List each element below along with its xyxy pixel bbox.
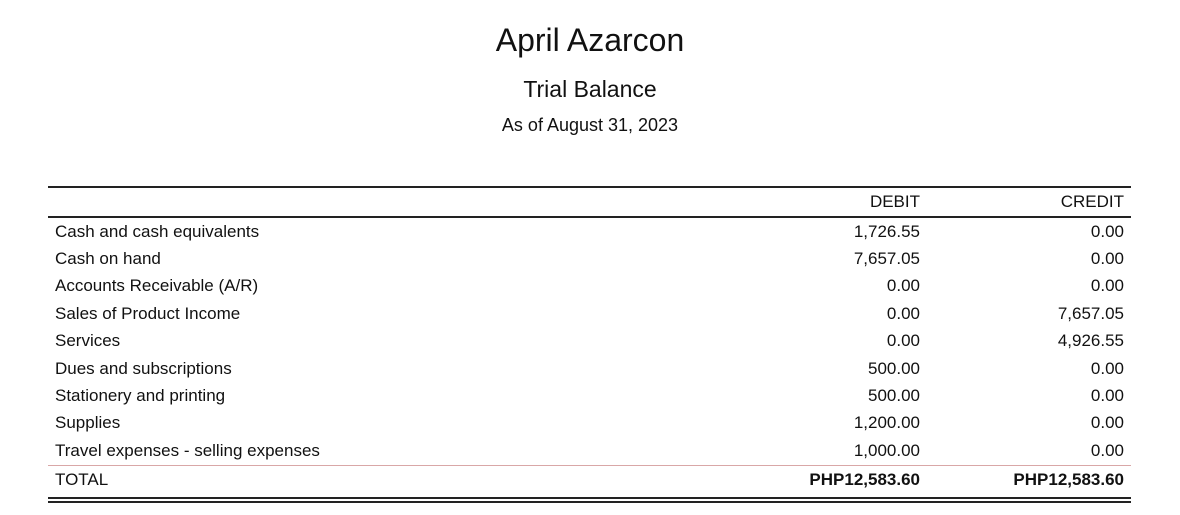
credit-value: 0.00 [1090, 276, 1124, 296]
trial-balance-table [48, 186, 1131, 503]
report-title: Trial Balance [523, 76, 657, 102]
credit-value: 7,657.05 [1057, 303, 1124, 323]
account-name: Stationery and printing [55, 386, 226, 406]
table-row [48, 245, 1131, 272]
debit-value: 0.00 [886, 331, 920, 351]
company-name: April Azarcon [495, 22, 685, 58]
account-name: Supplies [55, 413, 121, 433]
debit-value: 7,657.05 [853, 249, 920, 269]
account-column-header [48, 187, 699, 217]
table-row [48, 300, 1131, 327]
debit-value: 0.00 [886, 303, 920, 323]
table-row [48, 382, 1131, 409]
total-double-underline [48, 497, 1131, 503]
table-row [48, 328, 1131, 355]
credit-column-header: CREDIT [1060, 192, 1124, 211]
table-row [48, 273, 1131, 300]
total-row [48, 465, 1131, 494]
debit-value: 500.00 [868, 358, 920, 378]
debit-value: 1,726.55 [853, 221, 920, 241]
debit-value: 0.00 [886, 276, 920, 296]
report-date: As of August 31, 2023 [501, 115, 679, 135]
credit-value: 0.00 [1090, 413, 1124, 433]
credit-value: 0.00 [1090, 249, 1124, 269]
account-name: Sales of Product Income [55, 303, 241, 323]
account-name: Services [55, 331, 121, 351]
account-name: Accounts Receivable (A/R) [55, 276, 259, 296]
debit-value: 500.00 [868, 386, 920, 406]
account-name: Cash and cash equivalents [55, 221, 260, 241]
credit-value: 0.00 [1090, 386, 1124, 406]
credit-value: 0.00 [1090, 440, 1124, 460]
credit-value: 4,926.55 [1057, 331, 1124, 351]
debit-column-header: DEBIT [869, 192, 920, 211]
table-row [48, 217, 1131, 245]
total-debit: PHP12,583.60 [809, 469, 920, 489]
credit-value: 0.00 [1090, 221, 1124, 241]
account-name: Dues and subscriptions [55, 358, 232, 378]
account-name: Travel expenses - selling expenses [55, 440, 320, 460]
debit-value: 1,200.00 [853, 413, 920, 433]
total-label: TOTAL [55, 469, 109, 489]
account-name: Cash on hand [55, 249, 161, 269]
table-row [48, 410, 1131, 437]
table-row [48, 437, 1131, 465]
table-row [48, 355, 1131, 382]
credit-value: 0.00 [1090, 358, 1124, 378]
table-header-row [48, 187, 1131, 217]
debit-value: 1,000.00 [853, 440, 920, 460]
total-credit: PHP12,583.60 [1013, 469, 1124, 489]
